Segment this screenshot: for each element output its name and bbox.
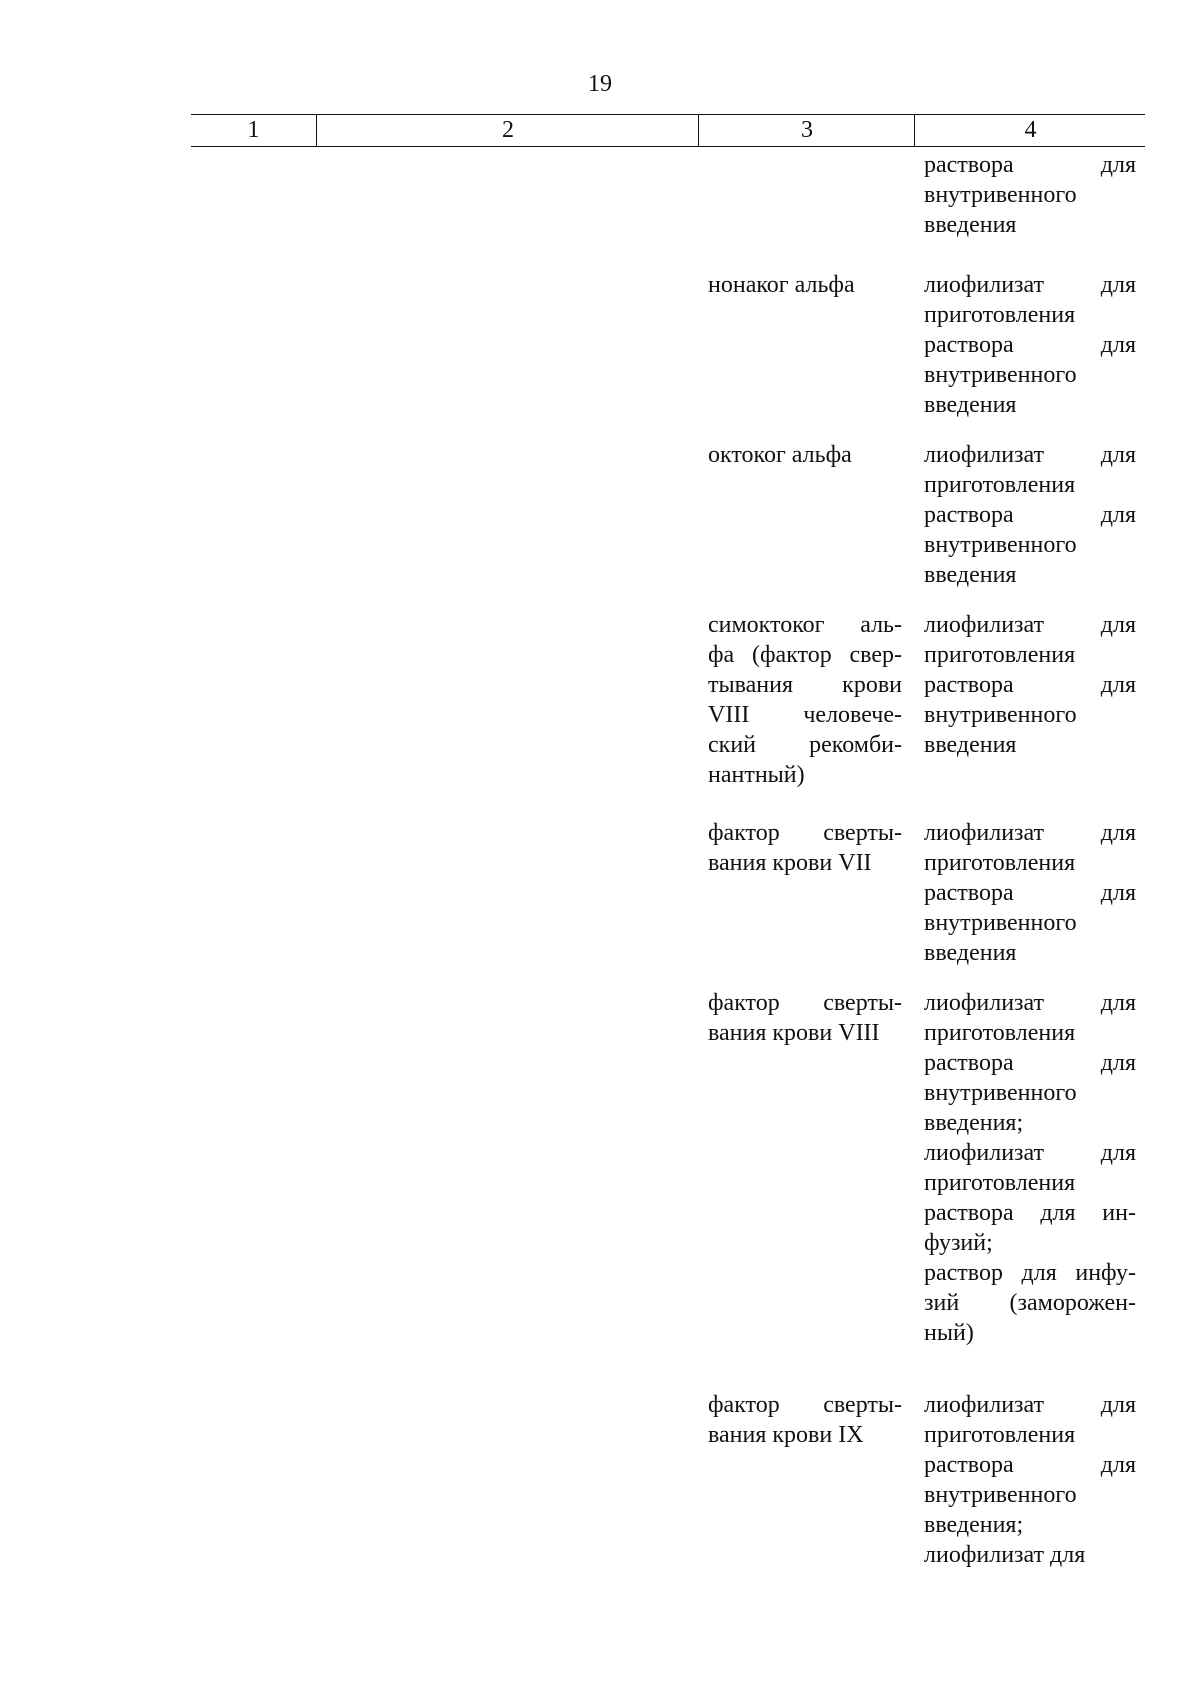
dosage-form-cell xyxy=(924,440,1136,590)
dosage-form-line: приготовления xyxy=(924,642,1076,668)
drug-name-line: вания крови VII xyxy=(708,850,872,876)
dosage-form-line: введения; xyxy=(924,1110,1024,1136)
drug-name-cell xyxy=(708,440,902,470)
dosage-form-line: раствора для xyxy=(924,672,1136,698)
dosage-form-line: введения xyxy=(924,392,1017,418)
header-col-1: 1 xyxy=(247,117,260,143)
dosage-form-line: приготовления xyxy=(924,1422,1076,1448)
drug-name-line: фактор сверты- xyxy=(708,820,902,846)
dosage-form-line: раствора для xyxy=(924,332,1136,358)
drug-name-cell xyxy=(708,988,902,1048)
dosage-form-line: раствор для инфу- xyxy=(924,1260,1136,1286)
dosage-form-line: раствора для xyxy=(924,880,1136,906)
dosage-form-cell xyxy=(924,818,1136,968)
dosage-form-line: ный) xyxy=(924,1320,974,1346)
dosage-form-cell xyxy=(924,1390,1136,1570)
dosage-form-line: введения xyxy=(924,732,1017,758)
dosage-form-line: лиофилизат для xyxy=(924,1542,1086,1568)
drug-name-line: ский рекомби- xyxy=(708,732,902,758)
dosage-form-line: лиофилизат для xyxy=(924,612,1136,638)
dosage-form-cell xyxy=(924,150,1136,240)
drug-name-line: нонаког альфа xyxy=(708,272,855,298)
page-number: 19 xyxy=(588,71,612,97)
drug-name-line: фа (фактор свер- xyxy=(708,642,902,668)
dosage-form-line: лиофилизат для xyxy=(924,990,1136,1016)
drug-name-line: октоког альфа xyxy=(708,442,852,468)
dosage-form-line: раствора для xyxy=(924,1050,1136,1076)
drug-name-cell xyxy=(708,818,902,878)
drug-name-line: вания крови VIII xyxy=(708,1020,880,1046)
header-col-3: 3 xyxy=(698,115,915,146)
dosage-form-line: раствора для ин- xyxy=(924,1200,1136,1226)
dosage-form-line: введения xyxy=(924,562,1017,588)
drug-name-line: тывания крови xyxy=(708,672,902,698)
dosage-form-line: лиофилизат для xyxy=(924,272,1136,298)
header-col-2: 2 xyxy=(316,115,699,146)
dosage-form-line: внутривенного xyxy=(924,532,1077,558)
dosage-form-line: внутривенного xyxy=(924,702,1077,728)
dosage-form-line: лиофилизат для xyxy=(924,1140,1136,1166)
drug-name-cell xyxy=(708,270,902,300)
dosage-form-line: раствора для xyxy=(924,1452,1136,1478)
dosage-form-line: приготовления xyxy=(924,850,1076,876)
header-col-4: 4 xyxy=(914,115,1146,146)
dosage-form-line: внутривенного xyxy=(924,182,1077,208)
drug-name-cell xyxy=(708,610,902,790)
drug-name-line: VIII человече- xyxy=(708,702,902,728)
drug-name-line: симоктоког аль- xyxy=(708,612,902,638)
drug-name-line: фактор сверты- xyxy=(708,990,902,1016)
drug-name-line: вания крови IX xyxy=(708,1422,864,1448)
dosage-form-line: приготовления xyxy=(924,302,1076,328)
dosage-form-line: введения; xyxy=(924,1512,1024,1538)
dosage-form-line: лиофилизат для xyxy=(924,820,1136,846)
dosage-form-line: лиофилизат для xyxy=(924,1392,1136,1418)
dosage-form-line: приготовления xyxy=(924,472,1076,498)
dosage-form-line: введения xyxy=(924,212,1017,238)
dosage-form-line: зий (заморожен- xyxy=(924,1290,1136,1316)
table-header-row xyxy=(191,114,1145,147)
dosage-form-line: раствора для xyxy=(924,502,1136,528)
dosage-form-line: лиофилизат для xyxy=(924,442,1136,468)
dosage-form-cell xyxy=(924,270,1136,420)
drug-name-cell xyxy=(708,1390,902,1450)
dosage-form-line: приготовления xyxy=(924,1020,1076,1046)
dosage-form-line: внутривенного xyxy=(924,1482,1077,1508)
dosage-form-line: внутривенного xyxy=(924,910,1077,936)
dosage-form-line: введения xyxy=(924,940,1017,966)
dosage-form-line: внутривенного xyxy=(924,362,1077,388)
drug-name-line: нантный) xyxy=(708,762,805,788)
dosage-form-cell xyxy=(924,988,1136,1348)
dosage-form-cell xyxy=(924,610,1136,760)
dosage-form-line: внутривенного xyxy=(924,1080,1077,1106)
dosage-form-line: приготовления xyxy=(924,1170,1076,1196)
dosage-form-line: раствора для xyxy=(924,152,1136,178)
drug-name-line: фактор сверты- xyxy=(708,1392,902,1418)
dosage-form-line: фузий; xyxy=(924,1230,993,1256)
